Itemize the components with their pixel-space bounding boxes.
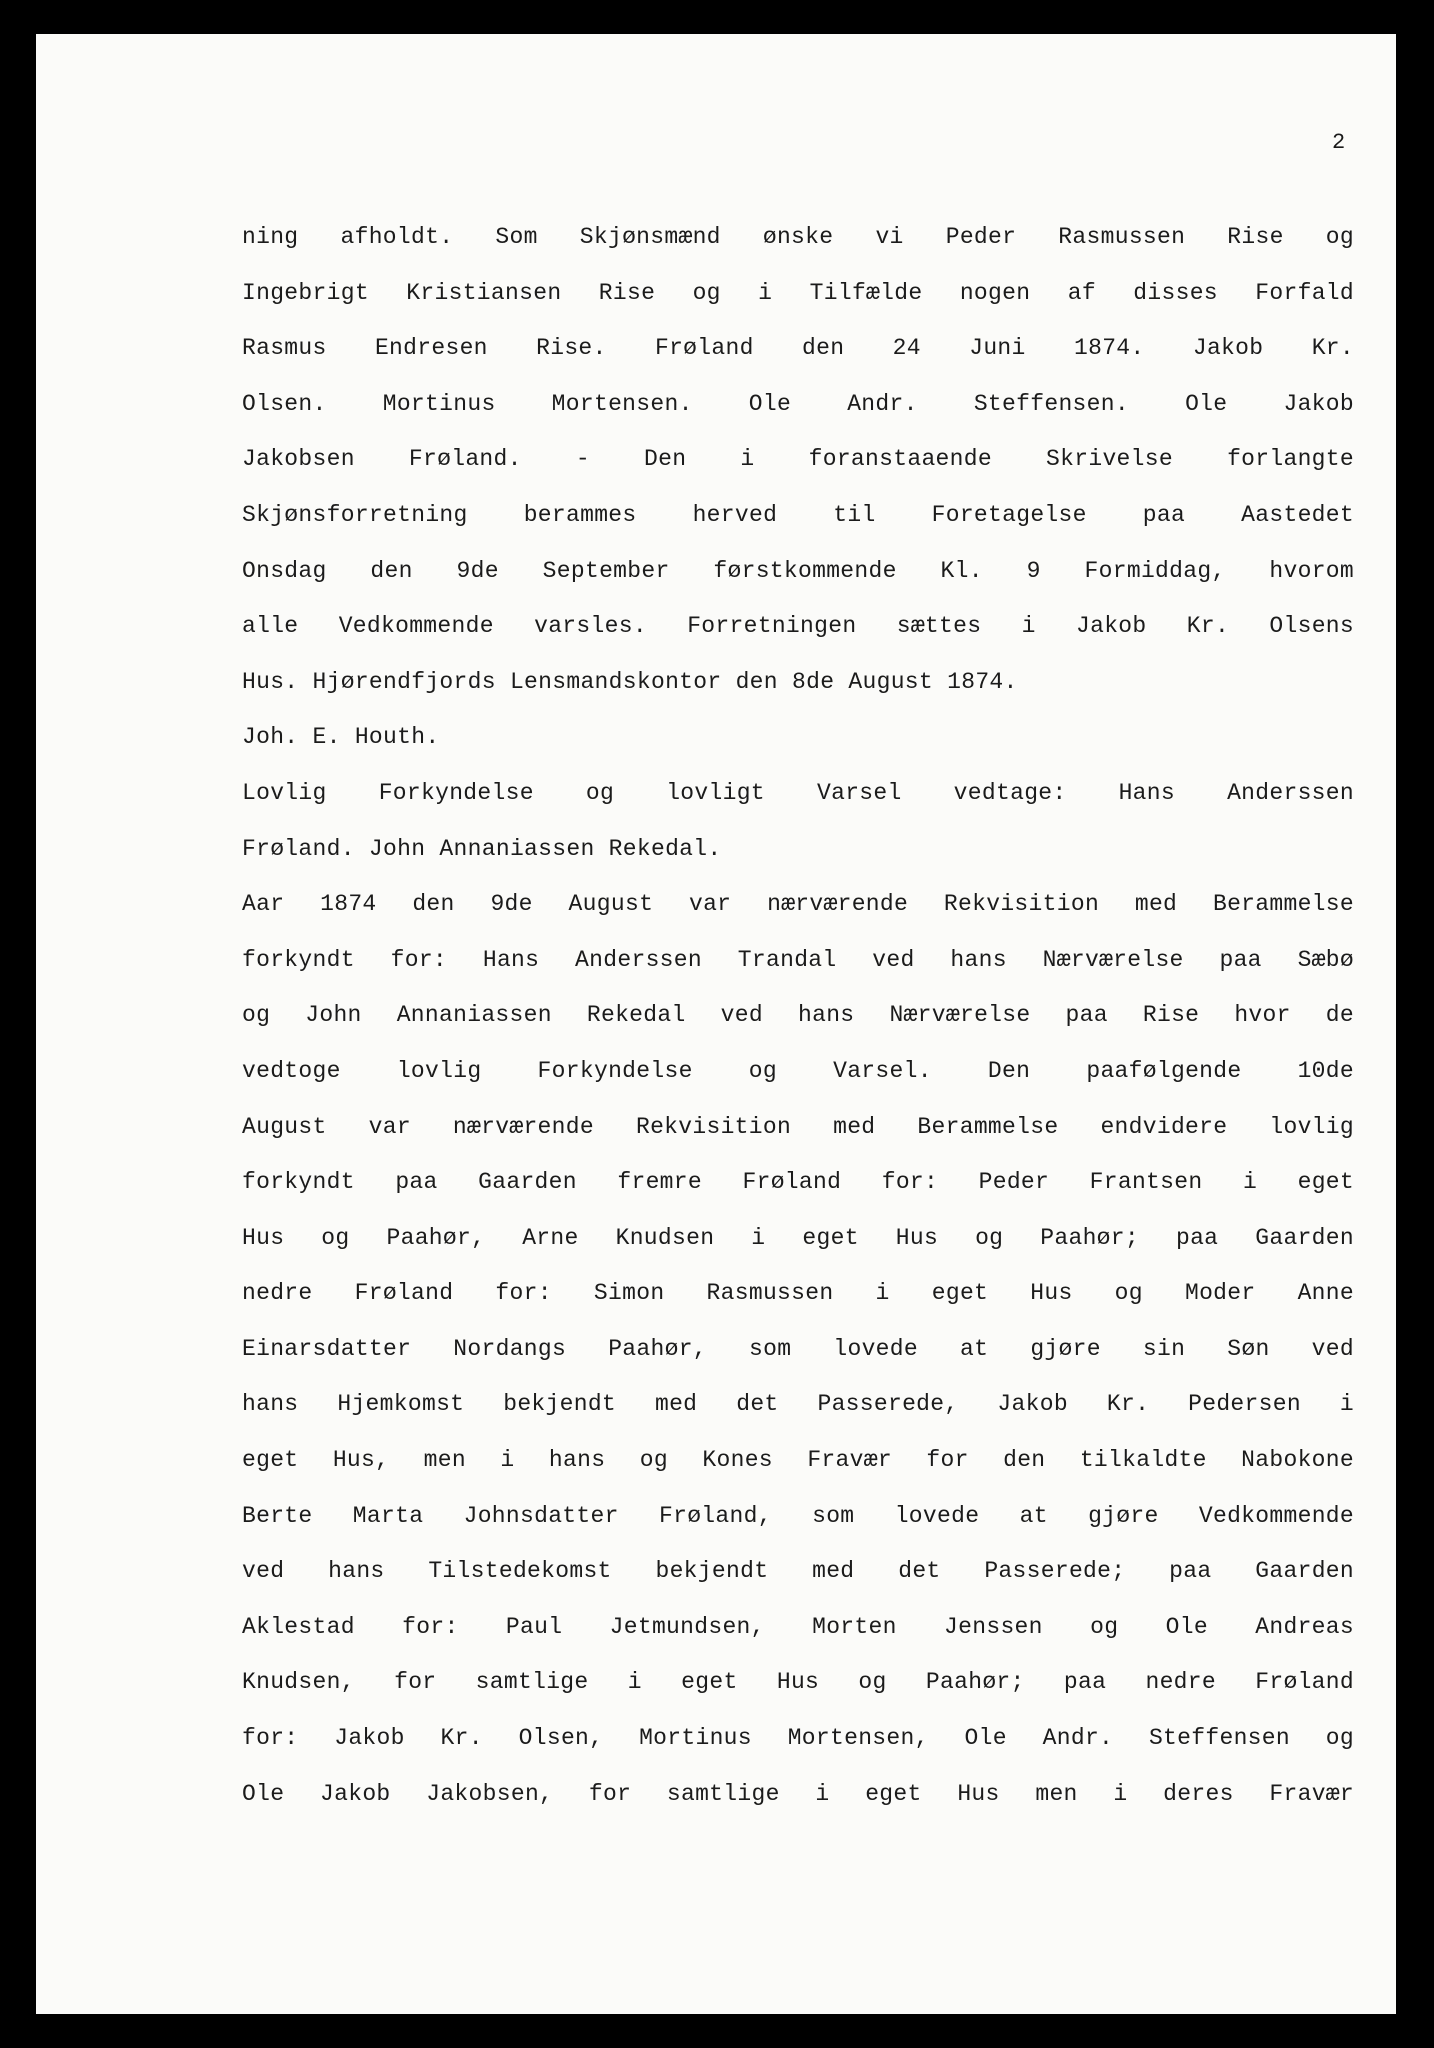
text-line: forkyndt paa Gaarden fremre Frøland for: Peder Frantsen i eget: [242, 1169, 1354, 1196]
text-line: Onsdag den 9de September førstkommende Kl. 9 Formiddag, hvorom: [242, 557, 1354, 584]
text-line: Olsen. Mortinus Mortensen. Ole Andr. Steffensen. Ole Jakob: [242, 390, 1354, 417]
text-line: forkyndt for: Hans Anderssen Trandal ved hans Nærværelse paa Sæbø: [242, 946, 1354, 973]
text-line: Einarsdatter Nordangs Paahør, som lovede at gjøre sin Søn ved: [242, 1335, 1354, 1362]
text-line: Aklestad for: Paul Jetmundsen, Morten Jenssen og Ole Andreas: [242, 1613, 1354, 1640]
text-line: Lovlig Forkyndelse og lovligt Varsel vedtage: Hans Anderssen: [242, 779, 1354, 806]
text-line: vedtoge lovlig Forkyndelse og Varsel. Den paafølgende 10de: [242, 1057, 1354, 1084]
text-line: Hus. Hjørendfjords Lensmandskontor den 8de August 1874.: [242, 668, 1018, 695]
transcript-body: [242, 210, 1354, 1822]
text-line: alle Vedkommende varsles. Forretningen sættes i Jakob Kr. Olsens: [242, 613, 1354, 640]
text-line: Ingebrigt Kristiansen Rise og i Tilfælde nogen af disses Forfald: [242, 279, 1354, 306]
text-line: Rasmus Endresen Rise. Frøland den 24 Juni 1874. Jakob Kr.: [242, 335, 1354, 362]
document-page: [36, 34, 1396, 2014]
text-line: August var nærværende Rekvisition med Berammelse endvidere lovlig: [242, 1113, 1354, 1140]
text-line: ved hans Tilstedekomst bekjendt med det Passerede; paa Gaarden: [242, 1558, 1354, 1585]
text-line: Berte Marta Johnsdatter Frøland, som lovede at gjøre Vedkommende: [242, 1502, 1354, 1529]
text-line: og John Annaniassen Rekedal ved hans Nærværelse paa Rise hvor de: [242, 1002, 1354, 1029]
text-line: hans Hjemkomst bekjendt med det Passerede, Jakob Kr. Pedersen i: [242, 1391, 1354, 1418]
text-line: nedre Frøland for: Simon Rasmussen i eget Hus og Moder Anne: [242, 1280, 1354, 1307]
page-number: 2: [1332, 130, 1346, 155]
text-line: Ole Jakob Jakobsen, for samtlige i eget Hus men i deres Fravær: [242, 1780, 1354, 1807]
text-line: eget Hus, men i hans og Kones Fravær for den tilkaldte Nabokone: [242, 1447, 1354, 1474]
text-line: Aar 1874 den 9de August var nærværende Rekvisition med Berammelse: [242, 891, 1354, 918]
text-line: ning afholdt. Som Skjønsmænd ønske vi Peder Rasmussen Rise og: [242, 224, 1354, 250]
text-line: Joh. E. Houth.: [242, 724, 440, 751]
text-line: Jakobsen Frøland. - Den i foranstaaende Skrivelse forlangte: [242, 446, 1354, 473]
text-line: Hus og Paahør, Arne Knudsen i eget Hus og Paahør; paa Gaarden: [242, 1224, 1354, 1251]
text-line: Skjønsforretning berammes herved til Foretagelse paa Aastedet: [242, 501, 1354, 528]
text-line: Knudsen, for samtlige i eget Hus og Paahør; paa nedre Frøland: [242, 1669, 1354, 1696]
text-line: for: Jakob Kr. Olsen, Mortinus Mortensen, Ole Andr. Steffensen og: [242, 1725, 1354, 1752]
text-line: Frøland. John Annaniassen Rekedal.: [242, 835, 722, 862]
